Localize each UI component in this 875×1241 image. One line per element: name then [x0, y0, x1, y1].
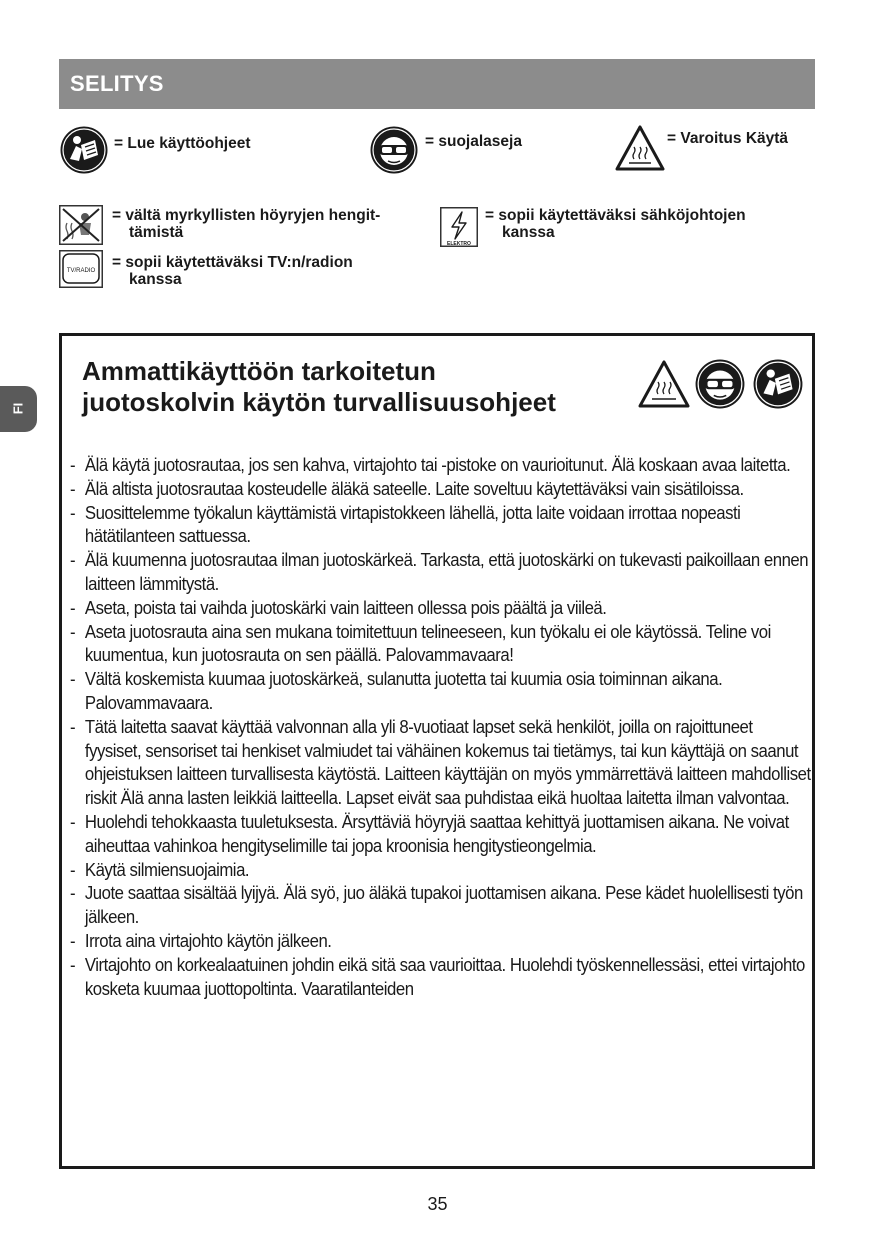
- legend-header-bar: [59, 59, 815, 109]
- safety-goggles-icon: [369, 125, 419, 175]
- safety-bullet: - Juote saattaa sisältää lyijyä. Älä syö, juo äläkä tupakoi juottamisen aikana. Pese kädet huolellisesti työn jälkeen.: [70, 882, 812, 930]
- legend-title: SELITYS: [70, 71, 164, 96]
- legend-read-manual-text: = Lue käyttöohjeet: [114, 135, 251, 152]
- safety-bullet: - Älä kuumenna juotosrautaa ilman juotoskärkeä. Tarkasta, että juotoskärki on tukevasti paikoillaan ennen laitteen lämmitystä.: [70, 549, 812, 597]
- read-manual-icon: [752, 358, 804, 410]
- legend-goggles-text: = suojalaseja: [425, 133, 522, 150]
- safety-bullet: - Suosittelemme työkalun käyttämistä virtapistokkeen lähellä, jotta laite voidaan irrottaa nopeasti hätätilanteen sattuessa.: [70, 502, 812, 550]
- legend-tv-line1: = sopii käytettäväksi TV:n/radion: [112, 254, 353, 271]
- safety-bullet-list: [70, 454, 812, 1001]
- safety-bullet: - Aseta, poista tai vaihda juotoskärki vain laitteen ollessa pois päältä ja viileä.: [70, 597, 812, 621]
- safety-bullet: - Älä käytä juotosrautaa, jos sen kahva, virtajohto tai -pistoke on vaurioitunut. Älä koskaan avaa laitetta.: [70, 454, 812, 478]
- legend-tv-line2: kanssa: [129, 271, 182, 288]
- safety-goggles-icon: [694, 358, 746, 410]
- safety-title: [82, 356, 556, 418]
- read-manual-icon: [59, 125, 109, 175]
- tv-radio-icon: [59, 250, 103, 288]
- language-tab-label: FI: [10, 402, 26, 415]
- safety-bullet: - Älä altista juotosrautaa kosteudelle äläkä sateelle. Laite soveltuu käytettäväksi vain sisätiloissa.: [70, 478, 812, 502]
- legend-fumes-line2: tämistä: [129, 224, 184, 241]
- safety-title-icons: [638, 358, 808, 414]
- language-tab: [0, 386, 37, 432]
- safety-bullet: - Huolehdi tehokkaasta tuuletuksesta. Ärsyttäviä höyryjä saattaa kehittyä juottamisen aikana. Ne voivat aiheuttaa vahinkoa hengityselimille tai jopa kroonisia hengitystieongelmia.: [70, 811, 812, 859]
- safety-bullet: - Vältä koskemista kuumaa juotoskärkeä, sulanutta juotetta tai kuumia osia toiminnan aikana. Palovammavaara.: [70, 668, 812, 716]
- legend-fumes-line1: = vältä myrkyllisten höyryjen hengit-: [112, 207, 381, 224]
- legend-fumes-text: [112, 207, 380, 241]
- avoid-fumes-icon: [59, 205, 103, 245]
- safety-bullet: - Tätä laitetta saavat käyttää valvonnan alla yli 8-vuotiaat lapset sekä henkilöt, joilla on rajoittuneet fyysiset, sensoriset tai henkiset valmiudet tai vähäinen kokemus tai tietämys, tai kun käyttäjä on saanut ohjeistuksen laitteen turvallisesta käytöstä. Laitteen käyttäjän on myös ymmärrettävä laitteen mahdolliset riskit Älä anna lasten leikkiä laitteella. Lapset eivät saa puhdistaa eikä huoltaa laitetta ilman valvontaa.: [70, 716, 812, 811]
- safety-instructions-box: [59, 333, 815, 1169]
- legend-tv-text: [112, 254, 353, 288]
- hot-surface-warning-icon: [615, 125, 665, 171]
- safety-bullet: - Käytä silmiensuojaimia.: [70, 859, 812, 883]
- legend-electric-line1: = sopii käytettäväksi sähköjohtojen: [485, 207, 746, 224]
- page-number: 35: [427, 1194, 448, 1214]
- electric-icon-label: ELEKTRO: [447, 241, 471, 247]
- safety-bullet: - Irrota aina virtajohto käytön jälkeen.: [70, 930, 812, 954]
- electric-cable-icon: [440, 207, 478, 247]
- legend-warning-text: = Varoitus Käytä: [667, 130, 789, 147]
- tv-icon-label: TV/RADIO: [66, 268, 96, 274]
- safety-title-line2: juotoskolvin käytön turvallisuusohjeet: [82, 387, 556, 417]
- safety-bullet: - Virtajohto on korkealaatuinen johdin eikä sitä saa vaurioittaa. Huolehdi työskennellessäsi, ettei virtajohto kosketa kuumaa juottopoltinta. Vaaratilanteiden: [70, 954, 812, 1002]
- legend-electric-line2: kanssa: [502, 224, 555, 241]
- hot-surface-warning-icon: [638, 360, 690, 408]
- safety-title-line1: Ammattikäyttöön tarkoitetun: [82, 356, 436, 386]
- legend-electric-text: [485, 207, 746, 241]
- safety-bullet: - Aseta juotosrauta aina sen mukana toimitettuun telineeseen, kun työkalu ei ole käytössä. Teline voi kuumentua, kun juotosrauta on sen päällä. Palovammavaara!: [70, 621, 812, 669]
